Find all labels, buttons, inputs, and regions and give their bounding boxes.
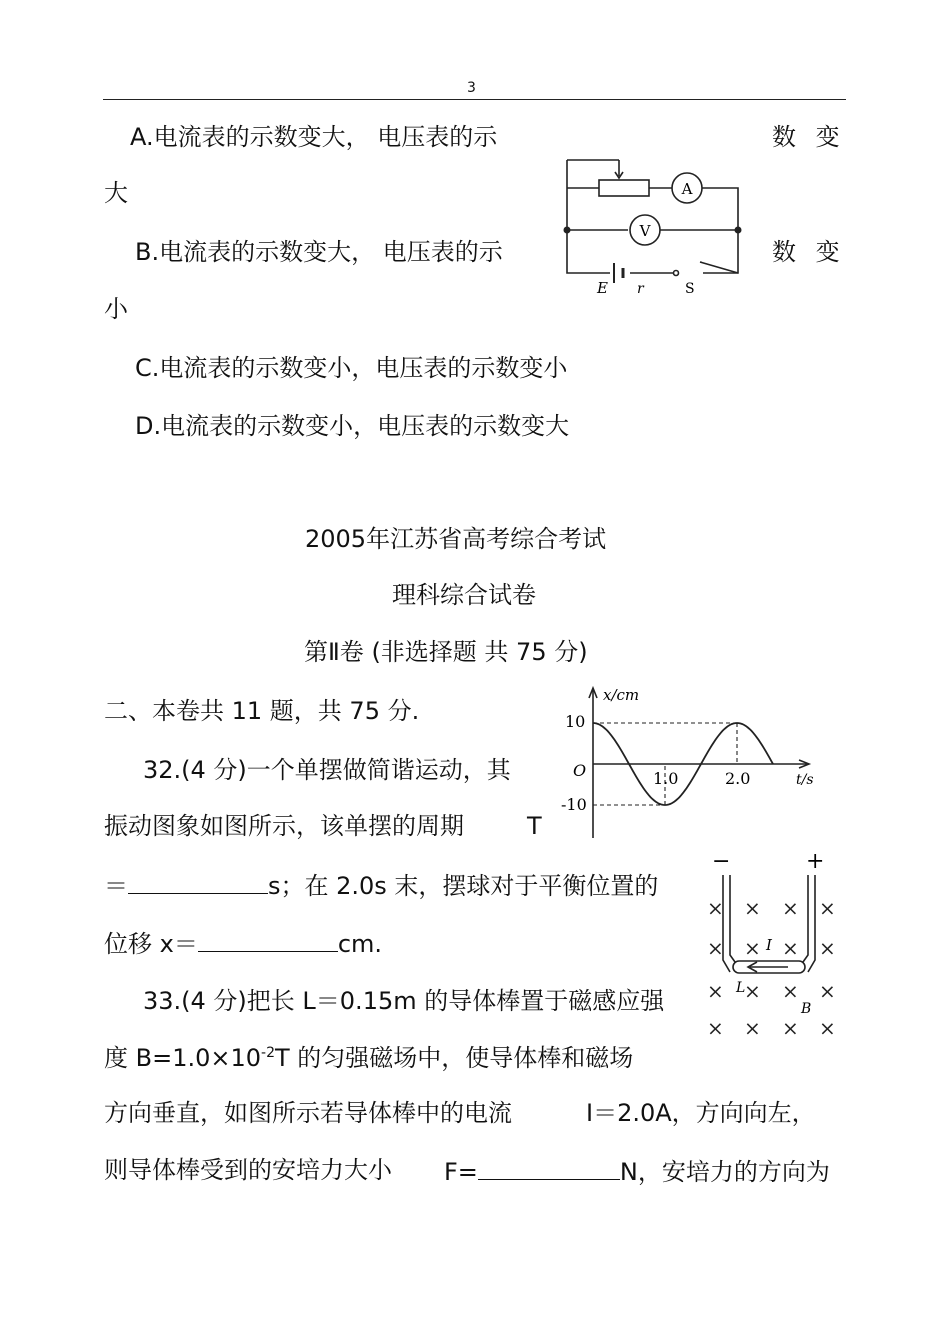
option-d: D.电流表的示数变小，电压表的示数变大 <box>135 412 570 440</box>
section-intro: 二、本卷共 11 题，共 75 分. <box>104 697 420 725</box>
q33-line4-rest: N，安培力的方向为 <box>619 1158 830 1186</box>
svg-text:×: × <box>707 979 724 1003</box>
svg-text:×: × <box>744 1016 761 1040</box>
q32-line2: 振动图象如图所示，该单摆的周期 <box>104 812 464 840</box>
q32-equals: ＝ <box>104 872 128 900</box>
option-b-continued: 小 <box>104 295 128 323</box>
q32-line1: 32.(4 分)一个单摆做简谐运动，其 <box>143 756 511 784</box>
resistance-label: r <box>637 281 644 297</box>
q32-unit: cm. <box>337 930 383 958</box>
circuit-diagram <box>555 150 755 300</box>
q33-line4: 则导体棒受到的安培力大小 <box>104 1156 392 1184</box>
origin-label: O <box>573 761 587 780</box>
q33-line2 <box>104 1043 633 1073</box>
plus-terminal: + <box>806 850 825 874</box>
option-c: C.电流表的示数变小，电压表的示数变小 <box>135 354 568 382</box>
q33-field-value: 度 B=1.0×10 <box>104 1044 262 1072</box>
svg-text:×: × <box>819 896 836 920</box>
page-number: 3 <box>467 80 476 96</box>
magnetic-field-figure <box>700 850 845 1045</box>
oscillation-graph <box>555 680 815 845</box>
q32-line4 <box>104 927 382 959</box>
option-a-continued: 大 <box>104 179 128 207</box>
q33-exponent: -2 <box>261 1045 275 1061</box>
svg-text:×: × <box>782 936 799 960</box>
q33-force-symbol: F= <box>444 1158 478 1186</box>
q33-line3: 方向垂直，如图所示若导体棒中的电流 <box>104 1099 512 1127</box>
svg-text:×: × <box>744 896 761 920</box>
svg-text:×: × <box>782 979 799 1003</box>
svg-text:×: × <box>819 936 836 960</box>
field-label: B <box>801 1001 812 1017</box>
q32-displacement-text: 位移 x＝ <box>104 930 198 958</box>
y-tick-neg10: -10 <box>561 795 587 814</box>
option-b: B.电流表的示数变大， 电压表的示 <box>135 238 503 266</box>
period-blank[interactable] <box>128 869 268 894</box>
svg-text:×: × <box>707 896 724 920</box>
svg-text:×: × <box>819 979 836 1003</box>
exam-subtitle: 理科综合试卷 <box>392 581 536 609</box>
section-heading: 第Ⅱ卷 (非选择题 共 75 分) <box>304 638 588 666</box>
q33-line1: 33.(4 分)把长 L＝0.15m 的导体棒置于磁感应强 <box>143 987 665 1015</box>
svg-text:×: × <box>782 1016 799 1040</box>
x-axis-label: t/s <box>796 772 814 788</box>
svg-text:×: × <box>819 1016 836 1040</box>
option-a-tail: 数 变 <box>772 123 846 151</box>
q32-period-symbol: T <box>527 812 542 840</box>
voltmeter-label: V <box>639 222 651 240</box>
option-a: A.电流表的示数变大， 电压表的示 <box>130 123 498 151</box>
q33-force <box>444 1155 830 1187</box>
length-label: L <box>736 980 746 996</box>
x-tick-1: 1.0 <box>653 769 679 788</box>
svg-text:×: × <box>707 1016 724 1040</box>
switch-label: S <box>685 281 695 297</box>
q33-current: I＝2.0A，方向向左， <box>586 1099 816 1127</box>
svg-text:×: × <box>744 936 761 960</box>
current-label: I <box>766 936 772 954</box>
header-rule <box>103 99 846 100</box>
svg-text:×: × <box>782 896 799 920</box>
q33-line2-rest: T 的匀强磁场中，使导体棒和磁场 <box>275 1044 634 1072</box>
y-axis-label: x/cm <box>603 686 640 704</box>
force-blank[interactable] <box>478 1155 620 1180</box>
displacement-blank[interactable] <box>198 927 338 952</box>
exam-title: 2005年江苏省高考综合考试 <box>305 525 607 553</box>
x-tick-2: 2.0 <box>725 769 751 788</box>
q32-line3-rest: s；在 2.0s 末，摆球对于平衡位置的 <box>268 872 659 900</box>
ammeter-label: A <box>681 180 693 198</box>
svg-text:×: × <box>744 979 761 1003</box>
field-crosses <box>707 896 836 1040</box>
q32-line3 <box>104 869 658 901</box>
emf-label: E <box>597 279 608 297</box>
svg-text:×: × <box>707 936 724 960</box>
option-b-tail: 数 变 <box>772 238 846 266</box>
y-tick-10: 10 <box>565 712 586 731</box>
minus-terminal: − <box>712 850 731 874</box>
